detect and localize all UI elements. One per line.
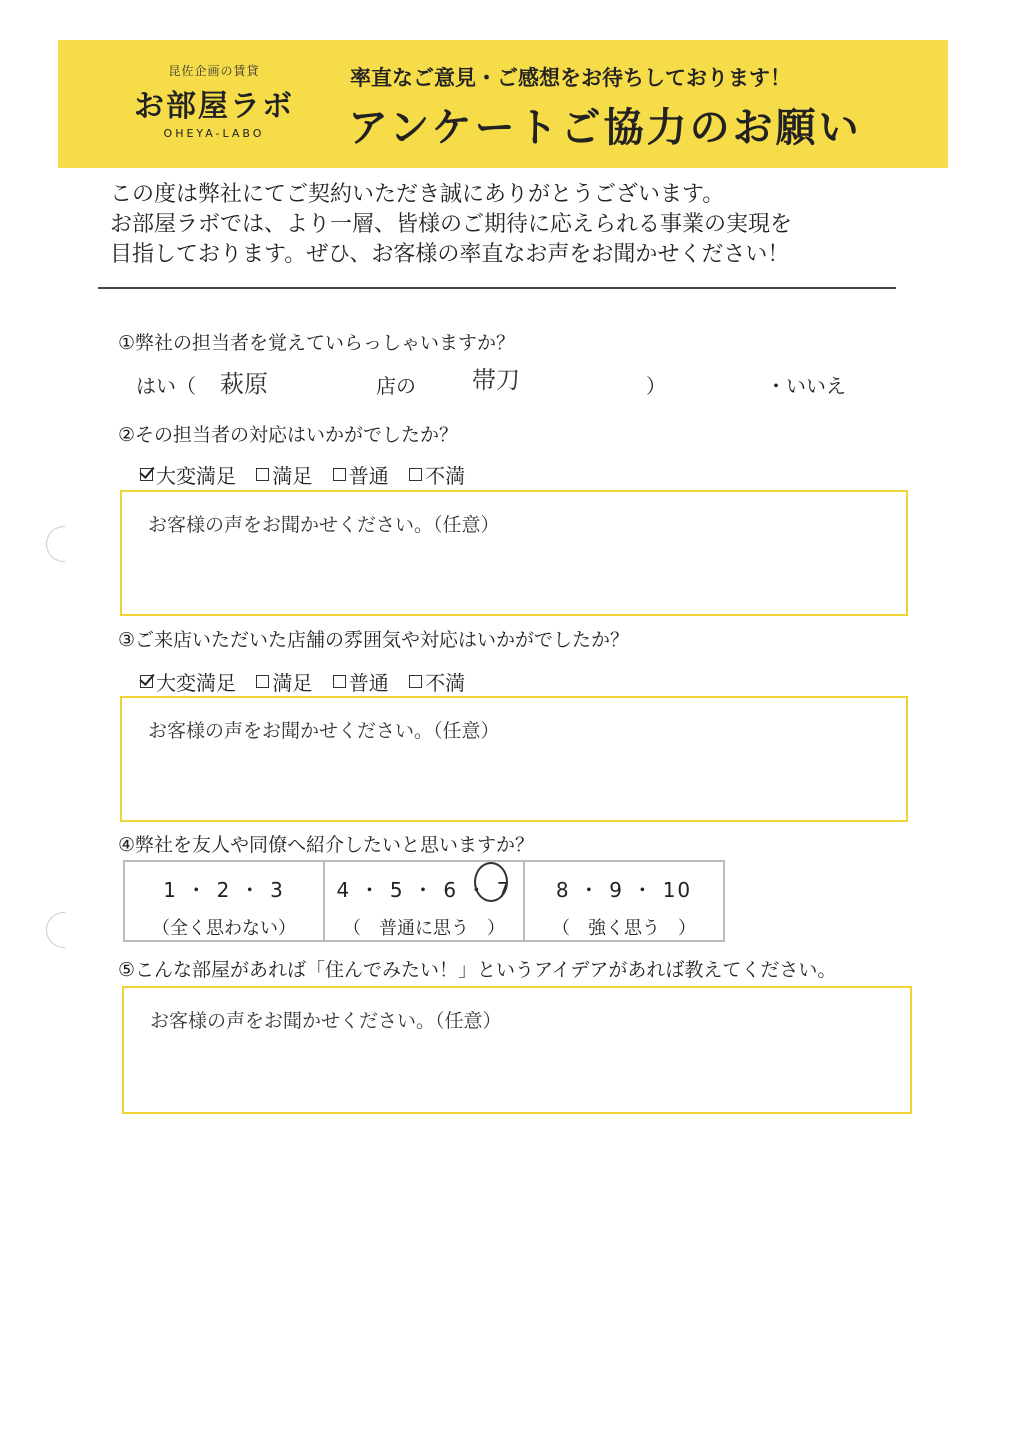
- intro-line: お部屋ラボでは、より一層、皆様のご期待に応えられる事業の実現を: [110, 212, 793, 237]
- logo: [124, 62, 304, 152]
- header-banner: [58, 40, 948, 168]
- q3-voice-prompt: お客様の声をお聞かせください。（任意）: [148, 720, 500, 742]
- q3-question: ③ご来店いただいた店舗の雰囲気や対応はいかがでしたか？: [118, 629, 630, 651]
- checkbox-checked-icon[interactable]: [140, 675, 153, 688]
- checkbox-icon[interactable]: [333, 468, 346, 481]
- q1-answer-row: [136, 364, 876, 400]
- punch-hole-icon: [46, 912, 65, 948]
- q1-name-handwritten[interactable]: 萩原: [220, 370, 268, 398]
- q2-options: [140, 460, 479, 489]
- q1-no-label[interactable]: ・いいえ: [766, 374, 846, 398]
- q3-option-normal[interactable]: 普通: [333, 667, 389, 696]
- q1-yes-label[interactable]: はい（: [136, 374, 196, 398]
- q2-question: ②その担当者の対応はいかがでしたか？: [118, 424, 459, 446]
- q3-option-very-satisfied[interactable]: 大変満足: [140, 667, 236, 696]
- checkbox-icon[interactable]: [333, 675, 346, 688]
- q2-option-very-satisfied[interactable]: 大変満足: [140, 460, 236, 489]
- q4-scale: [123, 860, 725, 942]
- logo-tagline: 昆佐企画の賃貸: [168, 64, 260, 78]
- checkbox-icon[interactable]: [256, 468, 269, 481]
- q1-store-handwritten[interactable]: 帯刀: [472, 366, 520, 394]
- q4-question: ④弊社を友人や同僚へ紹介したいと思いますか？: [118, 834, 535, 856]
- q3-voice-box[interactable]: [120, 696, 908, 822]
- q3-options: [140, 667, 479, 696]
- q4-scale-low[interactable]: 1 ・ 2 ・ 3 （全く思わない）: [125, 862, 325, 940]
- checkbox-icon[interactable]: [409, 468, 422, 481]
- q3-option-dissatisfied[interactable]: 不満: [409, 667, 465, 696]
- banner-title: アンケートご協力のお願い: [348, 105, 862, 151]
- q4-scale-mid[interactable]: 4 ・ 5 ・ 6 ・ 7 （ 普通に思う ）: [325, 862, 525, 940]
- q2-option-normal[interactable]: 普通: [333, 460, 389, 489]
- q4-selected-circle-icon: [474, 862, 508, 902]
- logo-name: お部屋ラボ: [134, 89, 294, 124]
- intro-text: [110, 180, 792, 270]
- divider: [98, 287, 896, 289]
- checkbox-icon[interactable]: [409, 675, 422, 688]
- q5-question: ⑤こんな部屋があれば「住んでみたい！」というアイデアがあれば教えてください。: [118, 959, 837, 981]
- intro-line: この度は弊社にてご契約いただき誠にありがとうございます。: [110, 182, 725, 207]
- logo-romaji: OHEYA-LABO: [163, 127, 265, 140]
- q2-voice-box[interactable]: [120, 490, 908, 616]
- intro-line: 目指しております。ぜひ、お客様の率直なお声をお聞かせください！: [110, 242, 790, 267]
- q1-store-label: 店の: [376, 374, 416, 398]
- q1-close-paren: ）: [646, 374, 666, 398]
- q2-voice-prompt: お客様の声をお聞かせください。（任意）: [148, 514, 500, 536]
- punch-hole-icon: [46, 526, 65, 562]
- checkbox-checked-icon[interactable]: [140, 468, 153, 481]
- checkbox-icon[interactable]: [256, 675, 269, 688]
- q5-voice-prompt: お客様の声をお聞かせください。（任意）: [150, 1010, 502, 1032]
- q2-option-dissatisfied[interactable]: 不満: [409, 460, 465, 489]
- banner-subtitle: 率直なご意見・ご感想をお待ちしております！: [350, 66, 791, 90]
- q5-voice-box[interactable]: [122, 986, 912, 1114]
- q2-option-satisfied[interactable]: 満足: [256, 460, 312, 489]
- q1-question: ①弊社の担当者を覚えていらっしゃいますか？: [118, 332, 516, 354]
- q3-option-satisfied[interactable]: 満足: [256, 667, 312, 696]
- q4-scale-high[interactable]: 8 ・ 9 ・ 10 （ 強く思う ）: [552, 878, 696, 939]
